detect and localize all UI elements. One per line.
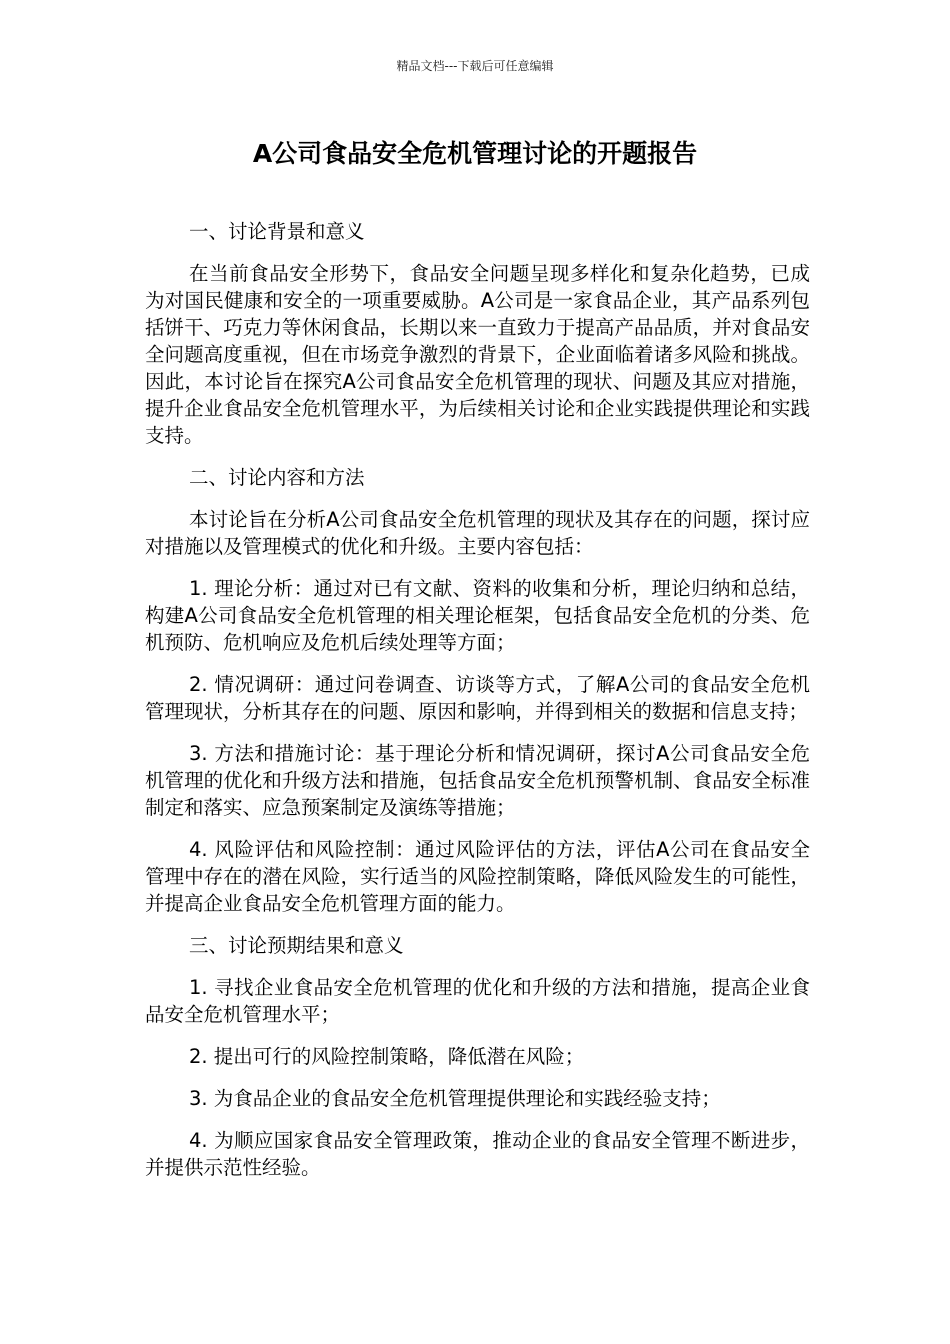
section-2-heading: 二、讨论内容和方法: [189, 466, 365, 489]
document-title: A公司食品安全危机管理讨论的开题报告: [252, 139, 698, 168]
section-1-paragraph: 在当前食品安全形势下，食品安全问题呈现多样化和复杂化趋势，已成为对国民健康和安全的一项重要威胁。A公司是一家食品企业，其产品系列包括饼干、巧克力等休闲食品，长期以来一直致力于提高产品品质，并对食品安全问题高度重视，但在市场竞争激烈的背景下，企业面临着诸多风险和挑战。因此，本讨论旨在探究A公司食品安全危机管理的现状、问题及其应对措施，提升企业食品安全危机管理水平，为后续相关讨论和企业实践提供理论和实践支持。: [145, 262, 810, 447]
section-2-item-3: 3. 方法和措施讨论：基于理论分析和情况调研，探讨A公司食品安全危机管理的优化和升级方法和措施，包括食品安全危机预警机制、食品安全标准制定和落实、应急预案制定及演练等措施；: [145, 742, 810, 819]
section-2-item-4: 4. 风险评估和风险控制：通过风险评估的方法，评估A公司在食品安全管理中存在的潜在风险，实行适当的风险控制策略，降低风险发生的可能性，并提高企业食品安全危机管理方面的能力。: [145, 838, 810, 915]
section-3-item-4: 4. 为顺应国家食品安全管理政策，推动企业的食品安全管理不断进步，并提供示范性经验。: [145, 1129, 810, 1179]
section-2-intro: 本讨论旨在分析A公司食品安全危机管理的现状及其存在的问题，探讨应对措施以及管理模式的优化和升级。主要内容包括：: [145, 508, 810, 558]
section-3-heading: 三、讨论预期结果和意义: [189, 934, 404, 957]
section-2-item-1: 1. 理论分析：通过对已有文献、资料的收集和分析，理论归纳和总结，构建A公司食品安全危机管理的相关理论框架，包括食品安全危机的分类、危机预防、危机响应及危机后续处理等方面；: [145, 577, 810, 654]
section-2-item-2: 2. 情况调研：通过问卷调查、访谈等方式，了解A公司的食品安全危机管理现状，分析其存在的问题、原因和影响，并得到相关的数据和信息支持；: [145, 673, 810, 723]
section-3-item-3: 3. 为食品企业的食品安全危机管理提供理论和实践经验支持；: [189, 1087, 721, 1110]
section-3-item-1: 1. 寻找企业食品安全危机管理的优化和升级的方法和措施，提高企业食品安全危机管理水平；: [145, 976, 810, 1026]
section-3-item-2: 2. 提出可行的风险控制策略，降低潜在风险；: [189, 1045, 585, 1068]
section-1-heading: 一、讨论背景和意义: [189, 220, 365, 243]
header-note: 精品文档---下载后可任意编辑: [396, 59, 554, 73]
document-body: [145, 218, 810, 1196]
